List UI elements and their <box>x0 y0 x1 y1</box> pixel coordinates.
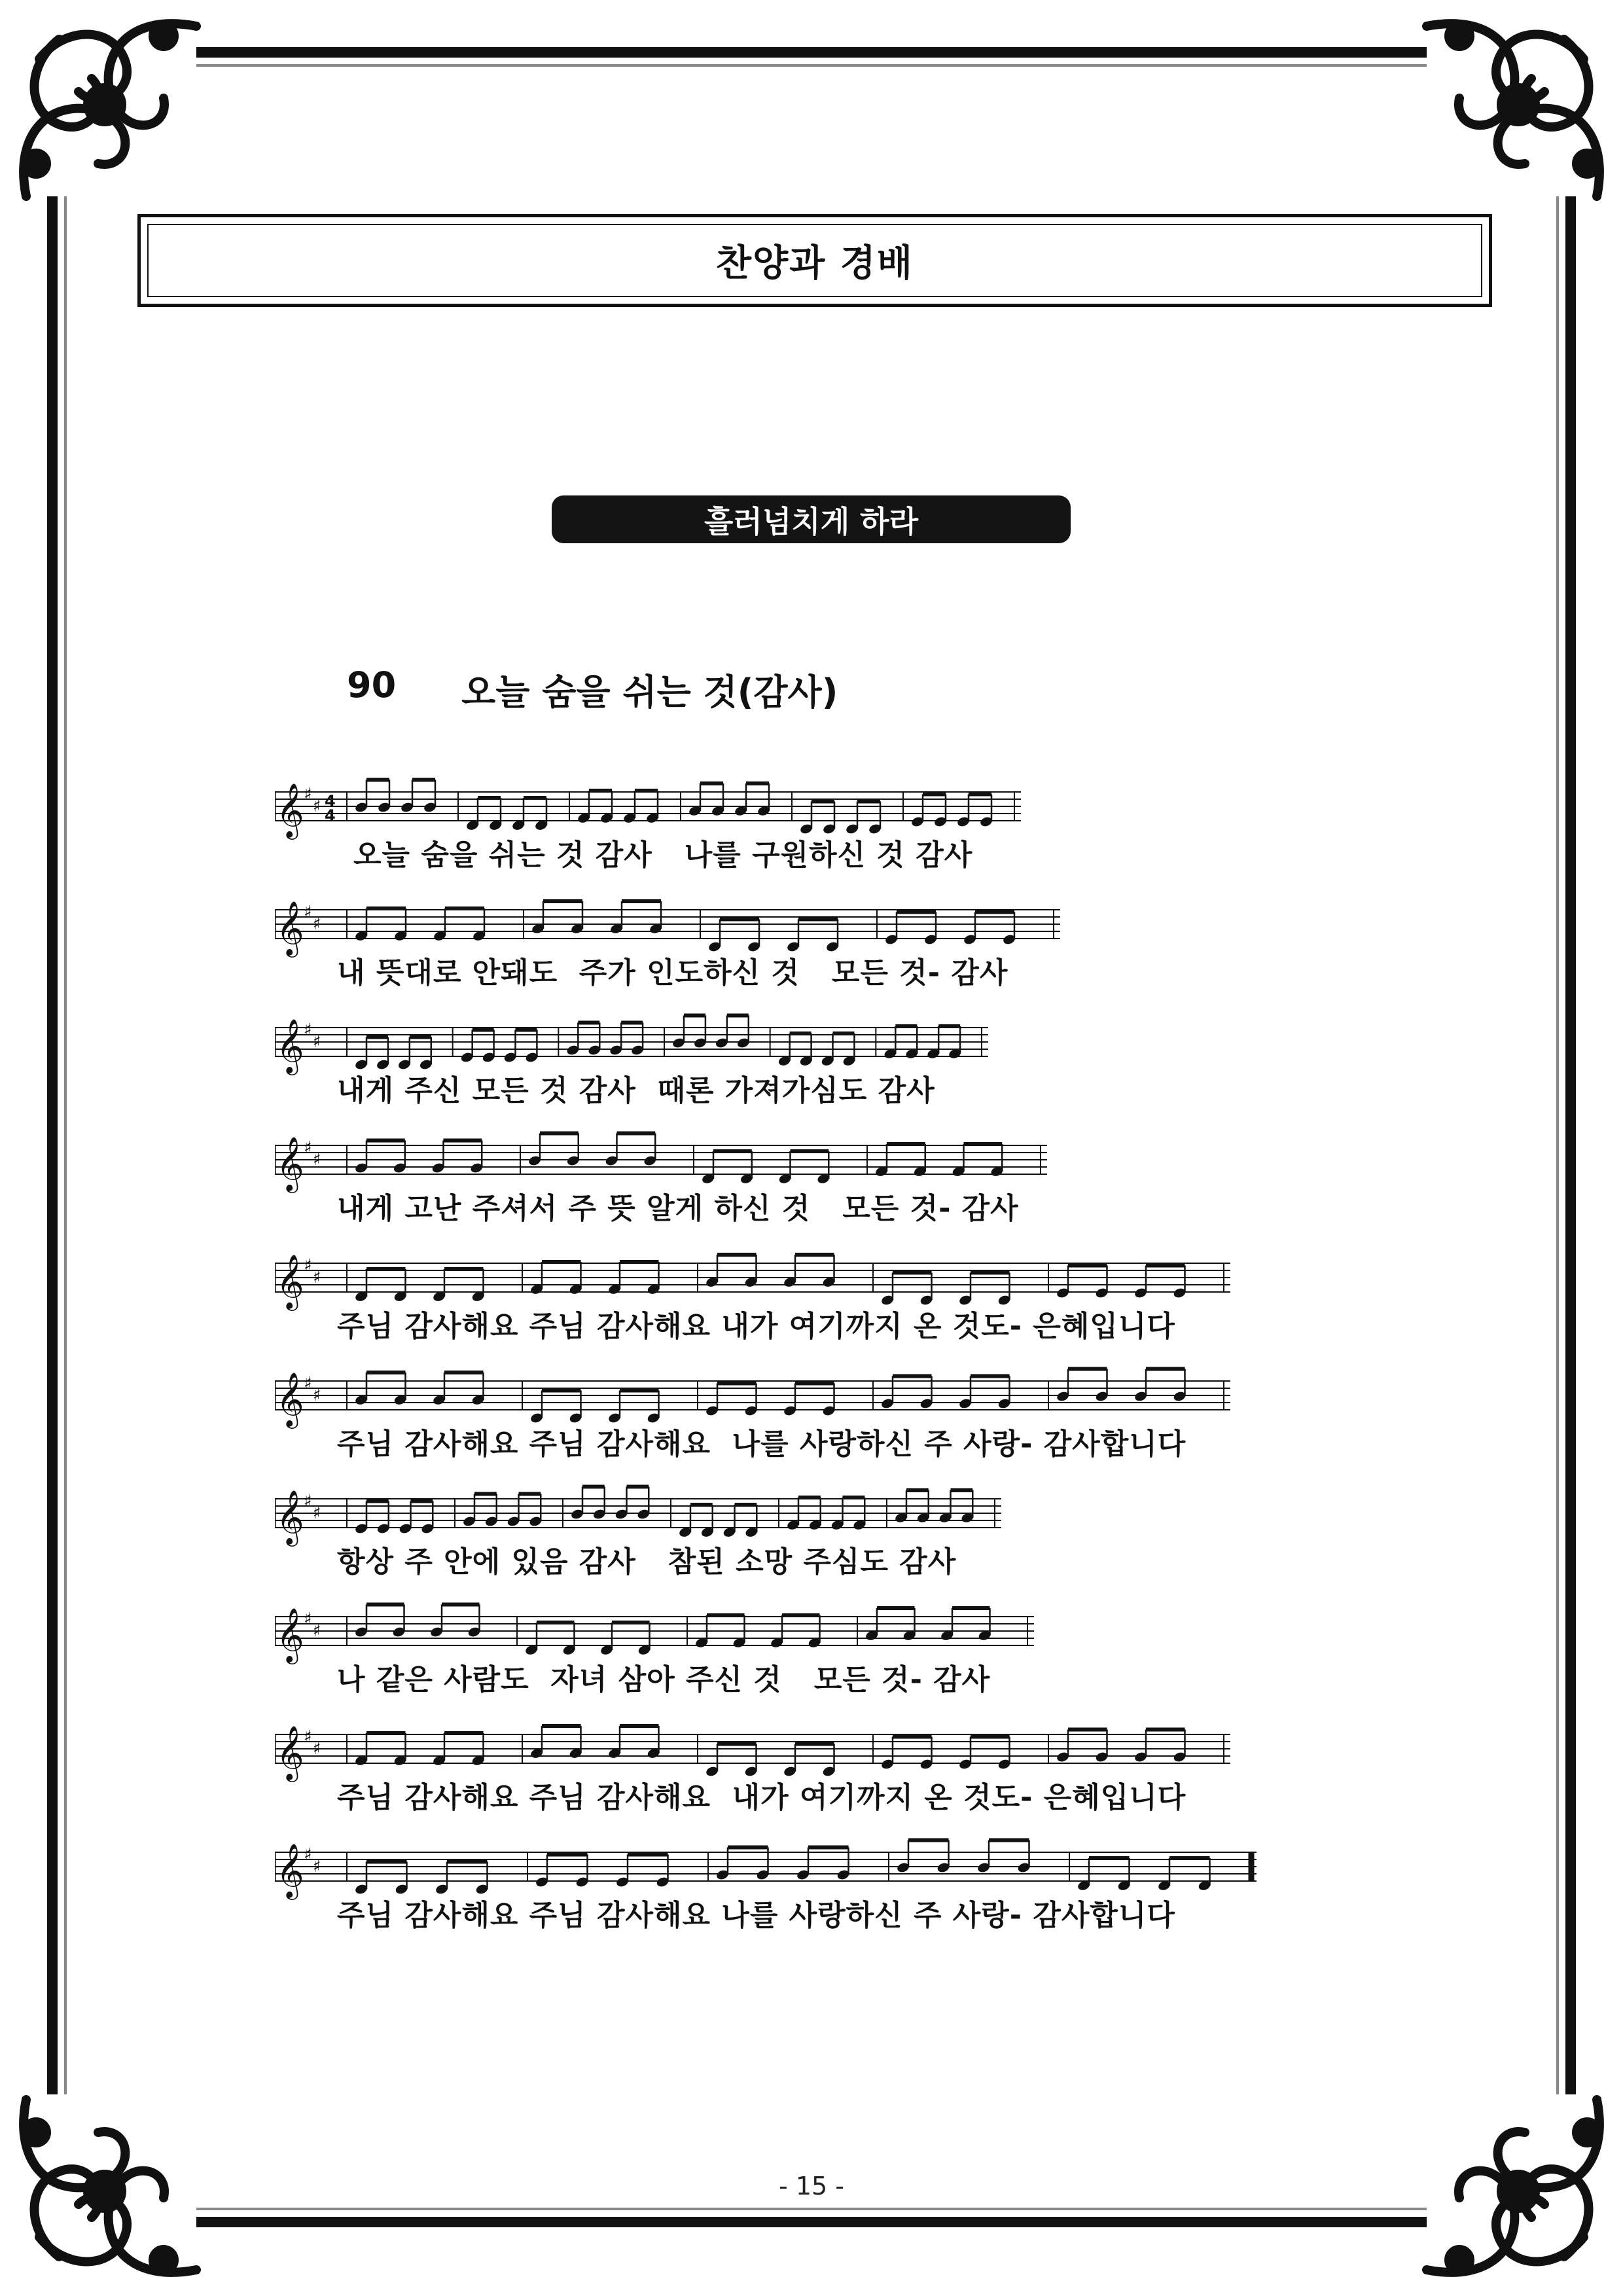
svg-text:♯: ♯ <box>304 1727 312 1747</box>
treble-clef-icon: 𝄞 <box>276 900 304 955</box>
svg-text:♯: ♯ <box>313 1032 321 1052</box>
svg-text:♯: ♯ <box>304 1138 312 1158</box>
treble-clef-icon: 𝄞 <box>276 1136 304 1191</box>
svg-text:♯: ♯ <box>304 1492 312 1511</box>
lyric-line-8: 나 같은 사람도 자녀 삼아 주신 것 모든 것- 감사 <box>337 1663 991 1696</box>
header-box <box>137 214 1492 307</box>
song-number: 90 <box>347 664 397 706</box>
treble-clef-icon: 𝄞 <box>276 1018 304 1073</box>
treble-clef-icon: 𝄞 <box>276 1607 304 1662</box>
svg-text:4: 4 <box>325 792 336 810</box>
treble-clef-icon: 𝄞 <box>276 1842 304 1897</box>
svg-text:♯: ♯ <box>313 914 321 934</box>
svg-text:♯: ♯ <box>304 1256 312 1276</box>
treble-clef-icon: 𝄞 <box>276 1725 304 1780</box>
header-title: 찬양과 경배 <box>716 242 914 285</box>
svg-text:4: 4 <box>325 806 336 825</box>
lyric-line-4: 내게 고난 주셔서 주 뜻 알게 하신 것 모든 것- 감사 <box>337 1192 1019 1225</box>
svg-text:♯: ♯ <box>313 1386 321 1405</box>
svg-text:♯: ♯ <box>313 1739 321 1759</box>
svg-text:♯: ♯ <box>313 1621 321 1641</box>
lyric-line-6: 주님 감사해요 주님 감사해요 나를 사랑하신 주 사랑- 감사합니다 <box>337 1427 1186 1461</box>
treble-clef-icon: 𝄞 <box>276 1371 304 1426</box>
svg-text:♯: ♯ <box>313 1857 321 1876</box>
svg-text:♯: ♯ <box>313 797 321 816</box>
lyric-line-9: 주님 감사해요 주님 감사해요 내가 여기까지 온 것도- 은혜입니다 <box>337 1781 1186 1814</box>
header-inner-border <box>147 224 1482 297</box>
treble-clef-icon: 𝄞 <box>276 1253 304 1308</box>
song-heading <box>347 664 838 715</box>
svg-text:♯: ♯ <box>313 1503 321 1523</box>
section-label-text: 흘러넘치게 하라 <box>704 503 919 539</box>
lyric-line-10: 주님 감사해요 주님 감사해요 나를 사랑하신 주 사랑- 감사합니다 <box>337 1899 1175 1932</box>
song-title: 오늘 숨을 쉬는 것(감사) <box>461 672 838 713</box>
lyric-line-7: 항상 주 안에 있음 감사 참된 소망 주심도 감사 <box>337 1545 957 1579</box>
page-number: - 15 - <box>779 2172 844 2200</box>
svg-text:♯: ♯ <box>313 1150 321 1170</box>
svg-text:♯: ♯ <box>313 1268 321 1287</box>
lyric-line-5: 주님 감사해요 주님 감사해요 내가 여기까지 온 것도- 은혜입니다 <box>337 1310 1175 1343</box>
svg-text:♯: ♯ <box>304 1374 312 1393</box>
svg-text:♯: ♯ <box>304 1845 312 1865</box>
svg-text:♯: ♯ <box>304 785 312 804</box>
svg-text:♯: ♯ <box>304 1609 312 1629</box>
svg-text:♯: ♯ <box>304 903 312 922</box>
lyric-line-1: 오늘 숨을 쉬는 것 감사 나를 구원하신 것 감사 <box>353 838 973 872</box>
svg-text:♯: ♯ <box>304 1020 312 1040</box>
lyric-line-3: 내게 주신 모든 것 감사 때론 가져가심도 감사 <box>337 1074 935 1107</box>
section-label <box>552 495 1071 543</box>
lyric-line-2: 내 뜻대로 안돼도 주가 인도하신 것 모든 것- 감사 <box>337 956 1008 990</box>
treble-clef-icon: 𝄞 <box>276 1489 304 1544</box>
treble-clef-icon: 𝄞 <box>276 782 304 837</box>
